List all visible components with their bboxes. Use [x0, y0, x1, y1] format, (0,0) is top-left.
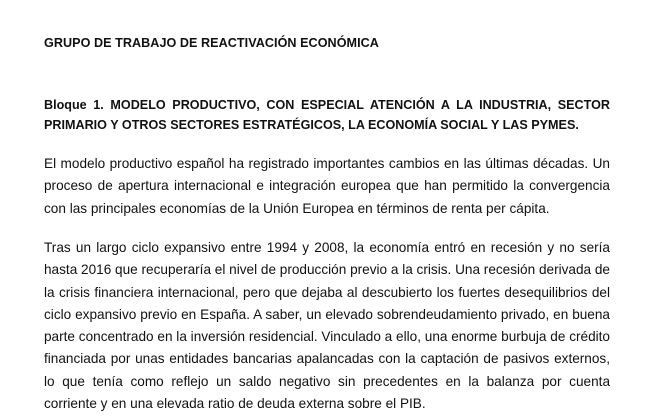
paragraph-1: El modelo productivo español ha registrado importantes cambios en las últimas décadas. Un proceso de apertura internacional e integración europea que han permitido la convergencia con las principales economías de la Unión Europea en términos de renta per cápita.: [44, 156, 610, 216]
section-heading: Bloque 1. MODELO PRODUCTIVO, CON ESPECIAL ATENCIÓN A LA INDUSTRIA, SECTOR PRIMARIO Y OTROS SECTORES ESTRATÉGICOS, LA ECONOMÍA SOCIAL Y LAS PYMES.: [44, 98, 610, 132]
paragraph-2: Tras un largo ciclo expansivo entre 1994 y 2008, la economía entró en recesión y no sería hasta 2016 que recuperaría el nivel de producción previo a la crisis. Una recesión derivada de la crisis financiera internacional, pero que dejaba al descubierto los fuertes desequilibrios del ciclo expansivo previo en España. A saber, un elevado sobrendeudamiento privado, en buena parte concentrado en la inversión residencial. Vinculado a ello, una enorme burbuja de crédito financiada por unas entidades bancarias apalancadas con la captación de pasivos externos, lo que tenía como reflejo un saldo negativo sin precedentes en la balanza por cuenta corriente y en una elevada ratio de deuda externa sobre el PIB.: [44, 240, 610, 412]
document-title: GRUPO DE TRABAJO DE REACTIVACIÓN ECONÓMICA: [44, 36, 379, 50]
document-page: [44, 0, 610, 418]
